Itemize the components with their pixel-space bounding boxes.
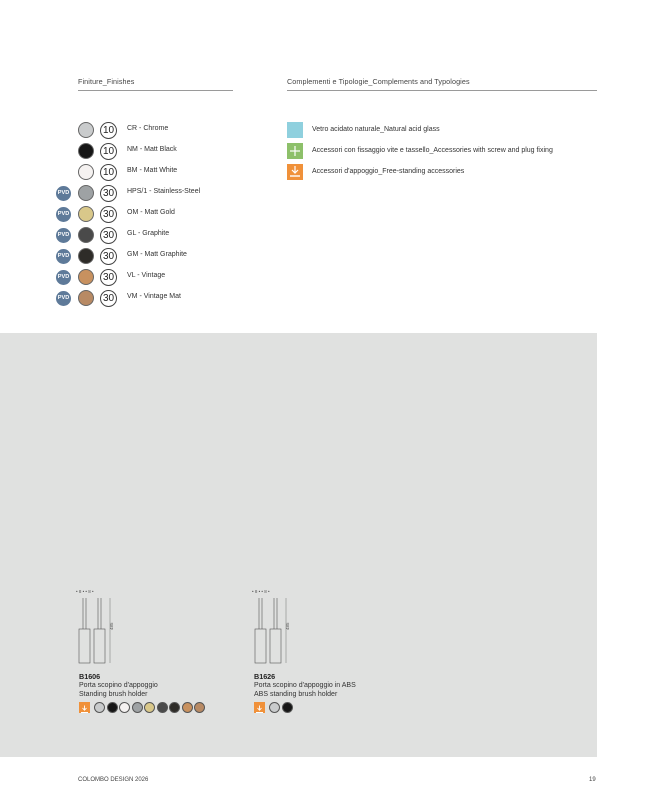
- finish-swatch: [194, 702, 205, 713]
- product-b1626-finishes: [254, 702, 314, 714]
- product-b1606: [79, 672, 158, 699]
- warranty-badge: 30: [100, 185, 117, 202]
- finish-swatch: [282, 702, 293, 713]
- complement-free-standing: [287, 164, 607, 180]
- free-standing-icon: [254, 702, 265, 713]
- complements-header: Complementi e Tipologie_Complements and Typologies: [287, 77, 470, 86]
- pvd-badge: PVD: [56, 249, 71, 264]
- finish-row: [56, 185, 256, 203]
- pvd-badge: PVD: [56, 228, 71, 243]
- finish-swatch: [107, 702, 118, 713]
- product-desc-it: Porta scopino d'appoggio: [79, 682, 158, 689]
- product-b1626: [254, 672, 356, 699]
- complement-label: Accessori d'appoggio_Free-standing accessories: [312, 168, 465, 175]
- page-number: 19: [589, 777, 596, 783]
- product-code: B1606: [79, 672, 101, 681]
- complement-screw-plug: [287, 143, 607, 159]
- product-b1606-finishes: [79, 702, 219, 714]
- svg-text:485: 485: [109, 622, 114, 630]
- finish-swatch: [78, 269, 94, 285]
- finish-swatch: [78, 185, 94, 201]
- finish-row: [56, 227, 256, 245]
- finish-label: VL - Vintage: [127, 272, 166, 279]
- finish-swatch: [119, 702, 130, 713]
- complement-label: Accessori con fissaggio vite e tassello_Accessories with screw and plug fixing: [312, 147, 553, 154]
- product-code: B1626: [254, 672, 276, 681]
- svg-text:• 8 • • 8 •: • 8 • • 8 •: [76, 589, 94, 594]
- finish-label: GM - Matt Graphite: [127, 251, 187, 258]
- warranty-badge: 30: [100, 290, 117, 307]
- screw-plug-icon: [287, 143, 303, 159]
- acid-glass-icon: [287, 122, 303, 138]
- pvd-badge: PVD: [56, 270, 71, 285]
- footer-brand: COLOMBO DESIGN 2026: [78, 777, 149, 783]
- finish-row: [56, 290, 256, 308]
- free-standing-icon: [79, 702, 90, 713]
- finish-swatch: [94, 702, 105, 713]
- product-b1606-drawing: [74, 585, 124, 667]
- warranty-badge: 10: [100, 143, 117, 160]
- svg-text:• 8 • • 8 •: • 8 • • 8 •: [252, 589, 270, 594]
- product-desc-it: Porta scopino d'appoggio in ABS: [254, 682, 356, 689]
- finish-swatch: [78, 143, 94, 159]
- finish-swatch: [269, 702, 280, 713]
- pvd-badge: PVD: [56, 207, 71, 222]
- warranty-badge: 30: [100, 248, 117, 265]
- finish-label: GL - Graphite: [127, 230, 170, 237]
- finish-swatch: [169, 702, 180, 713]
- pvd-badge: PVD: [56, 291, 71, 306]
- finish-row: [56, 248, 256, 266]
- finish-row: [56, 206, 256, 224]
- product-desc-en: ABS standing brush holder: [254, 691, 338, 698]
- finish-swatch: [78, 206, 94, 222]
- finish-row: [56, 269, 256, 287]
- finishes-rule: [78, 90, 233, 91]
- product-desc-en: Standing brush holder: [79, 691, 148, 698]
- finish-row: [56, 143, 256, 161]
- pvd-badge: PVD: [56, 186, 71, 201]
- finish-label: HPS/1 - Stainless-Steel: [127, 188, 201, 195]
- finish-swatch: [78, 227, 94, 243]
- finish-swatch: [78, 290, 94, 306]
- finish-swatch: [144, 702, 155, 713]
- finish-label: OM - Matt Gold: [127, 209, 175, 216]
- complement-label: Vetro acidato naturale_Natural acid glass: [312, 126, 440, 133]
- complement-acid-glass: [287, 122, 607, 138]
- free-standing-icon: [287, 164, 303, 180]
- finish-label: CR - Chrome: [127, 125, 169, 132]
- warranty-badge: 10: [100, 122, 117, 139]
- finish-label: BM - Matt White: [127, 167, 178, 174]
- warranty-badge: 30: [100, 227, 117, 244]
- finish-swatch: [157, 702, 168, 713]
- finish-swatch: [78, 122, 94, 138]
- warranty-badge: 10: [100, 164, 117, 181]
- complements-rule: [287, 90, 597, 91]
- finish-swatch: [132, 702, 143, 713]
- svg-text:485: 485: [285, 622, 290, 630]
- finishes-header: Finiture_Finishes: [78, 77, 135, 86]
- finish-row: [56, 164, 256, 182]
- finish-label: NM - Matt Black: [127, 146, 177, 153]
- warranty-badge: 30: [100, 269, 117, 286]
- warranty-badge: 30: [100, 206, 117, 223]
- finish-swatch: [182, 702, 193, 713]
- product-b1626-drawing: [250, 585, 300, 667]
- finish-swatch: [78, 164, 94, 180]
- finish-swatch: [78, 248, 94, 264]
- finish-label: VM - Vintage Mat: [127, 293, 181, 300]
- finish-row: [56, 122, 256, 140]
